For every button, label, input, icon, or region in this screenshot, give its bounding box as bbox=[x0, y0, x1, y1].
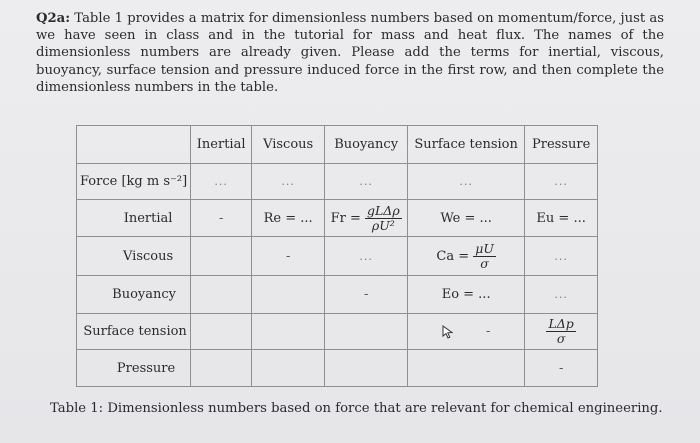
table-cell: - bbox=[325, 276, 408, 314]
pressure-st-fraction bbox=[546, 317, 575, 346]
table-cell: We = ... bbox=[408, 200, 525, 237]
froude-label: Fr = bbox=[330, 210, 365, 226]
capillary-denominator: σ bbox=[480, 255, 489, 271]
capillary-fraction bbox=[473, 242, 496, 271]
pressure-st-denominator: σ bbox=[556, 331, 566, 346]
row-label: Buoyancy bbox=[77, 276, 191, 314]
diagonal-dash: - bbox=[486, 324, 491, 339]
table-cell bbox=[408, 314, 525, 350]
table-cell bbox=[252, 350, 325, 387]
table-row bbox=[77, 276, 598, 314]
row-label: Viscous bbox=[77, 237, 191, 276]
table-cell bbox=[191, 237, 252, 276]
table-cell: - bbox=[252, 237, 325, 276]
table-cell: Re = ... bbox=[252, 200, 325, 237]
force-row bbox=[77, 164, 598, 200]
header-cell: Surface tension bbox=[408, 126, 525, 164]
row-label: Inertial bbox=[77, 200, 191, 237]
table-cell: - bbox=[525, 350, 598, 387]
froude-numerator: gLΔρ bbox=[367, 202, 400, 218]
table-cell bbox=[191, 276, 252, 314]
table-cell: ... bbox=[325, 237, 408, 276]
table-cell bbox=[191, 314, 252, 350]
table-cell: ... bbox=[525, 164, 598, 200]
table-header-row bbox=[77, 126, 598, 164]
header-cell: Pressure bbox=[525, 126, 598, 164]
table-cell: ... bbox=[525, 237, 598, 276]
header-cell: Inertial bbox=[191, 126, 252, 164]
question-body: Table 1 provides a matrix for dimensionless numbers based on momentum/force, just as we have seen in class and in the tutorial for mass and heat flux. The names of the dimensionless numbers are already given. Please add the terms for inertial, viscous, buoyancy, surface tension and pressure induced force in the first row, and then complete the dimensionless numbers in the table. bbox=[36, 11, 664, 95]
question-text bbox=[36, 10, 664, 96]
question-number: Q2a: bbox=[36, 11, 71, 26]
table-cell: ... bbox=[525, 276, 598, 314]
table-cell bbox=[252, 314, 325, 350]
froude-fraction bbox=[365, 204, 402, 233]
capillary-numerator: μU bbox=[475, 240, 494, 256]
table-row bbox=[77, 200, 598, 237]
row-label: Force [kg m s⁻²] bbox=[77, 164, 191, 200]
table-cell: - bbox=[191, 200, 252, 237]
header-cell: Buoyancy bbox=[325, 126, 408, 164]
table-cell bbox=[191, 350, 252, 387]
table-cell bbox=[325, 350, 408, 387]
table-cell: ... bbox=[252, 164, 325, 200]
table-cell: Eo = ... bbox=[408, 276, 525, 314]
froude-denominator: ρU² bbox=[371, 217, 395, 233]
pressure-st-numerator: LΔp bbox=[548, 316, 574, 331]
row-label: Pressure bbox=[77, 350, 191, 387]
table-cell: ... bbox=[408, 164, 525, 200]
table-row bbox=[77, 237, 598, 276]
table-cell bbox=[325, 314, 408, 350]
table-row bbox=[77, 314, 598, 350]
froude-number-cell bbox=[325, 200, 408, 237]
capillary-label: Ca = bbox=[436, 248, 474, 264]
header-cell-corner bbox=[77, 126, 191, 164]
dimensionless-matrix-table bbox=[76, 125, 598, 387]
capillary-number-cell bbox=[408, 237, 525, 276]
pressure-surface-tension-cell bbox=[525, 314, 598, 350]
table-cell: Eu = ... bbox=[525, 200, 598, 237]
table-caption: Table 1: Dimensionless numbers based on force that are relevant for chemical engineering. bbox=[50, 401, 663, 416]
mouse-pointer-icon bbox=[442, 325, 454, 339]
table-row bbox=[77, 350, 598, 387]
header-cell: Viscous bbox=[252, 126, 325, 164]
table-cell bbox=[252, 276, 325, 314]
table-cell: ... bbox=[191, 164, 252, 200]
row-label: Surface tension bbox=[77, 314, 191, 350]
table-cell: ... bbox=[325, 164, 408, 200]
table-cell bbox=[408, 350, 525, 387]
